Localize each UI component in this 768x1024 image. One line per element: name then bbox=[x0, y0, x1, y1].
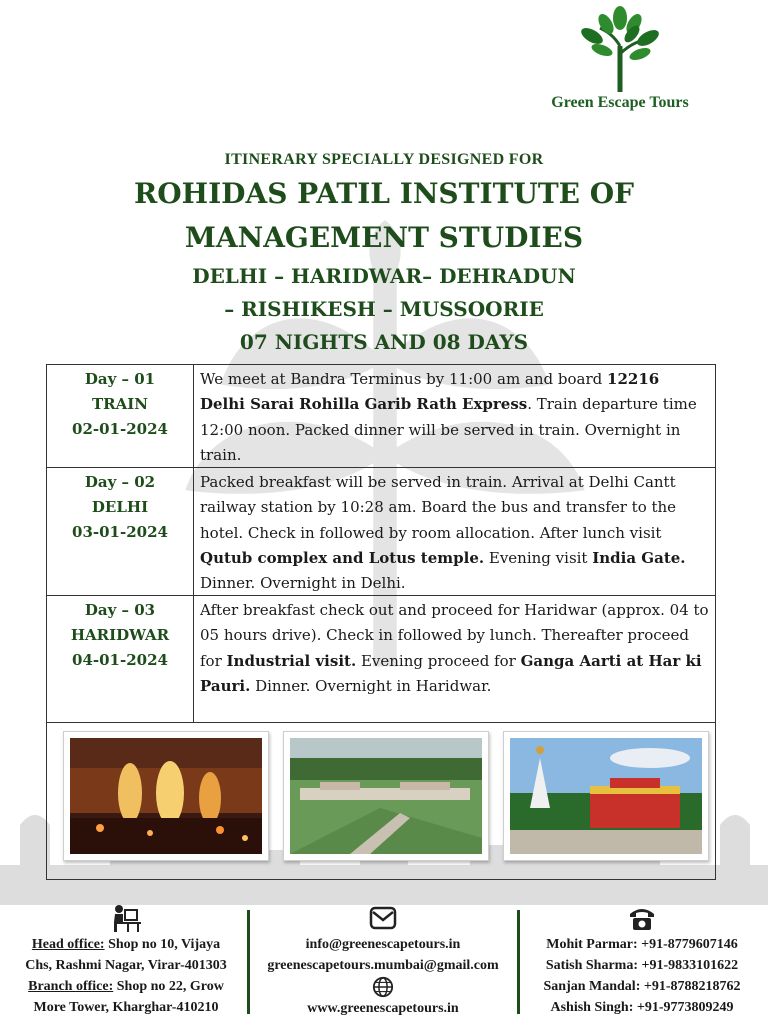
globe-icon bbox=[252, 976, 514, 998]
desc-text: . Train departure time 12:00 noon. Packed dinner will be served in train. Overnight in train. bbox=[200, 395, 697, 464]
photo-row bbox=[47, 723, 715, 879]
route-line1: DELHI – HARIDWAR– DEHRADUN bbox=[192, 264, 576, 288]
ganga-aarti-photo bbox=[63, 731, 269, 861]
day-date: 02-01-2024 bbox=[72, 420, 168, 438]
table-row bbox=[47, 365, 715, 468]
day-number: Day – 02 bbox=[84, 473, 156, 491]
day-cell bbox=[47, 596, 194, 722]
head-office-address: Shop no 10, Vijaya bbox=[104, 937, 221, 952]
day-cell bbox=[47, 468, 194, 595]
day-place: TRAIN bbox=[92, 395, 148, 413]
tree-icon bbox=[570, 6, 670, 92]
day-place: DELHI bbox=[91, 498, 149, 516]
desc-highlight: Qutub complex and Lotus temple. bbox=[200, 548, 485, 567]
office-worker-icon bbox=[8, 904, 244, 934]
day-description bbox=[194, 365, 715, 467]
route-line2: – RISHIKESH – MUSSOORIE bbox=[224, 297, 544, 321]
footer-divider bbox=[247, 910, 250, 1014]
day-description bbox=[194, 468, 715, 595]
contact-phones bbox=[524, 904, 760, 1018]
footer-divider bbox=[517, 910, 520, 1014]
branch-office-label: Branch office: bbox=[28, 979, 114, 994]
head-office-address-2: Chs, Rashmi Nagar, Virar-401303 bbox=[25, 958, 227, 973]
desc-text: Dinner. Overnight in Haridwar. bbox=[250, 676, 492, 695]
contact-online bbox=[252, 904, 514, 1019]
table-row bbox=[47, 596, 715, 723]
head-office-label: Head office: bbox=[31, 937, 105, 952]
contact-phone[interactable]: Mohit Parmar: +91-8779607146 bbox=[546, 937, 738, 952]
email-link-1[interactable]: info@greenescapetours.in bbox=[305, 937, 461, 952]
company-name: Green Escape Tours bbox=[551, 94, 689, 111]
company-logo bbox=[520, 6, 720, 116]
day-date: 03-01-2024 bbox=[72, 523, 168, 541]
branch-office-address: Shop no 22, Grow bbox=[113, 979, 224, 994]
institute-name-line2: MANAGEMENT STUDIES bbox=[184, 221, 584, 254]
table-row bbox=[47, 468, 715, 596]
desc-text: Evening visit bbox=[484, 548, 593, 567]
itinerary-table bbox=[46, 364, 716, 880]
website-link[interactable]: www.greenescapetours.in bbox=[307, 1001, 459, 1016]
day-place: HARIDWAR bbox=[70, 626, 170, 644]
contact-phone[interactable]: Satish Sharma: +91-9833101622 bbox=[545, 958, 739, 973]
monastery-photo bbox=[503, 731, 709, 861]
day-cell bbox=[47, 365, 194, 467]
desc-highlight: India Gate. bbox=[592, 548, 686, 567]
day-description bbox=[194, 596, 715, 722]
desc-highlight: Ganga Aarti at Har ki Pauri. bbox=[200, 651, 702, 695]
envelope-icon bbox=[252, 904, 514, 934]
branch-office-address-2: More Tower, Kharghar-410210 bbox=[33, 1000, 219, 1015]
day-number: Day – 01 bbox=[84, 370, 156, 388]
itinerary-header bbox=[0, 148, 768, 359]
desc-highlight: 12216 Delhi Sarai Rohilla Garib Rath Express bbox=[200, 370, 660, 414]
desc-text: Packed breakfast will be served in train. Arrival at Delhi Cantt railway station by 10:28 am. Board the bus and transfer to the hotel. Check in followed by room allocation. After lunch visit bbox=[200, 473, 677, 542]
branch-office bbox=[8, 976, 244, 997]
header-subtitle: ITINERARY SPECIALLY DESIGNED FOR bbox=[224, 151, 544, 168]
campus-aerial-photo bbox=[283, 731, 489, 861]
desc-text: Dinner. Overnight in Delhi. bbox=[200, 574, 406, 593]
contact-phone[interactable]: Sanjan Mandal: +91-8788218762 bbox=[543, 979, 741, 994]
footer bbox=[0, 904, 768, 1024]
contact-phone[interactable]: Ashish Singh: +91-9773809249 bbox=[550, 1000, 734, 1015]
day-number: Day – 03 bbox=[84, 601, 156, 619]
head-office bbox=[8, 934, 244, 955]
desc-highlight: Industrial visit. bbox=[226, 651, 357, 670]
desc-text: Evening proceed for bbox=[356, 651, 521, 670]
desc-text: We meet at Bandra Terminus by 11:00 am and board bbox=[200, 370, 608, 388]
email-link-2[interactable]: greenescapetours.mumbai@gmail.com bbox=[267, 958, 499, 973]
desc-text: After breakfast check out and proceed for Haridwar (approx. 04 to 05 hours drive). Check in followed by lunch. Thereafter proceed for bbox=[200, 601, 709, 670]
telephone-icon bbox=[524, 904, 760, 934]
institute-name-line1: ROHIDAS PATIL INSTITUTE OF bbox=[133, 177, 635, 210]
day-date: 04-01-2024 bbox=[72, 651, 168, 669]
trip-duration: 07 NIGHTS AND 08 DAYS bbox=[239, 330, 529, 354]
office-addresses bbox=[8, 904, 244, 1018]
